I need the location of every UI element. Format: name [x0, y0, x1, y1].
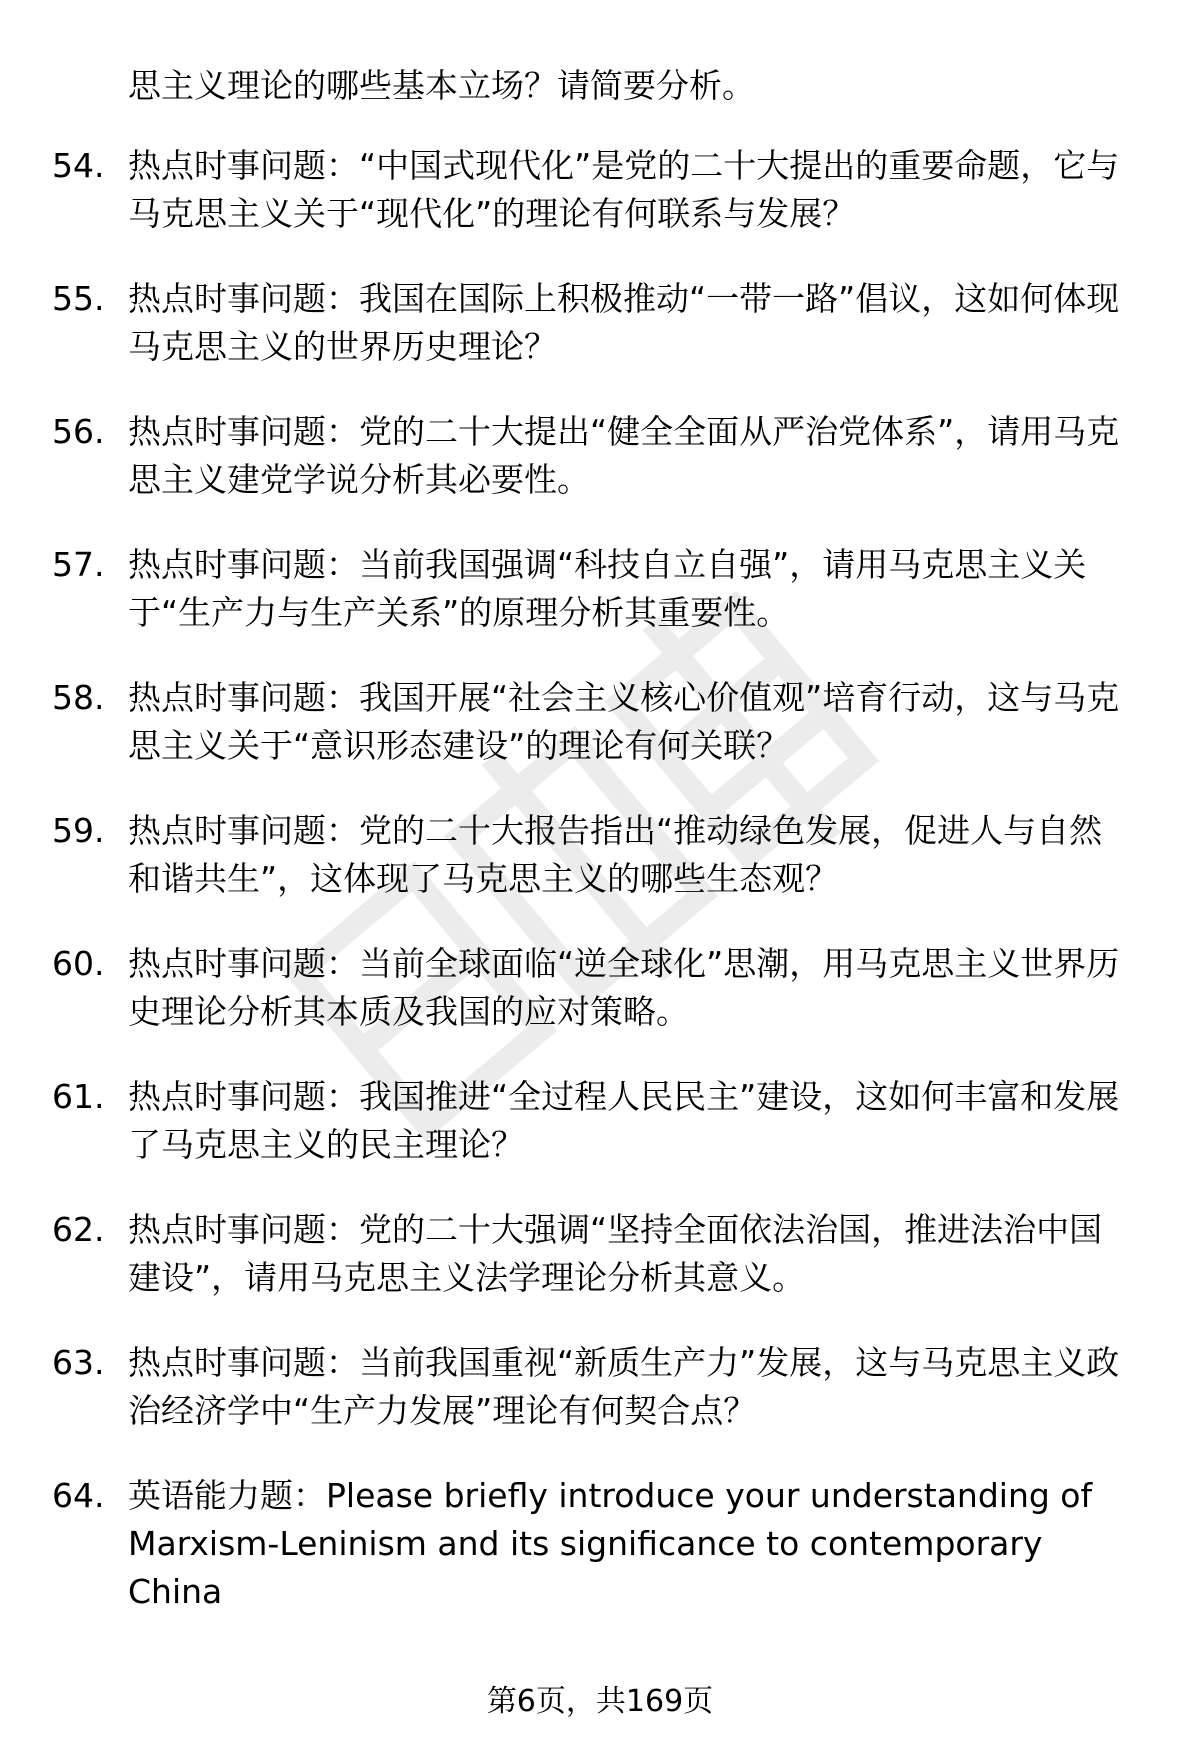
- page-number-footer: 第6页，共169页: [486, 1684, 714, 1719]
- question-number: 61.: [52, 1077, 105, 1116]
- question-number: 56.: [52, 412, 105, 451]
- question-text: 热点时事问题：我国推进“全过程人民民主”建设，这如何丰富和发展了马克思主义的民主理论？: [128, 1077, 1120, 1164]
- question-number: 55.: [52, 279, 105, 318]
- question-text: 热点时事问题：党的二十大提出“健全全面从严治党体系”，请用马克思主义建党学说分析其必要性。: [128, 412, 1120, 499]
- question-item: [52, 541, 1152, 637]
- question-item: [52, 1339, 1152, 1435]
- question-item: [52, 408, 1152, 504]
- question-item: [52, 1472, 1152, 1616]
- question-list: [52, 142, 1152, 1653]
- question-item: [52, 275, 1152, 371]
- question-text: 热点时事问题：当前我国强调“科技自立自强”，请用马克思主义关于“生产力与生产关系”的原理分析其重要性。: [128, 545, 1087, 632]
- question-text: 热点时事问题：“中国式现代化”是党的二十大提出的重要命题，它与马克思主义关于“现代化”的理论有何联系与发展？: [128, 146, 1120, 233]
- question-number: 64.: [52, 1476, 105, 1515]
- question-text: 热点时事问题：党的二十大强调“坚持全面依法治国，推进法治中国建设”，请用马克思主义法学理论分析其意义。: [128, 1210, 1103, 1297]
- question-number: 63.: [52, 1343, 105, 1382]
- question-item: [52, 807, 1152, 903]
- question-number: 54.: [52, 146, 105, 185]
- question-item: [52, 674, 1152, 770]
- question-item: [52, 940, 1152, 1036]
- question-text: 热点时事问题：当前我国重视“新质生产力”发展，这与马克思主义政治经济学中“生产力发展”理论有何契合点？: [128, 1343, 1120, 1430]
- question-number: 62.: [52, 1210, 105, 1249]
- question-text: 热点时事问题：党的二十大报告指出“推动绿色发展，促进人与自然和谐共生”，这体现了马克思主义的哪些生态观？: [128, 811, 1103, 898]
- question-text: 英语能力题：Please briefly introduce your understanding of Marxism-Leninism and its significance to contemporary China: [128, 1476, 1093, 1611]
- question-text: 热点时事问题：我国开展“社会主义核心价值观”培育行动，这与马克思主义关于“意识形态建设”的理论有何关联？: [128, 678, 1120, 765]
- question-number: 58.: [52, 678, 105, 717]
- question-item: [52, 1206, 1152, 1302]
- question-number: 59.: [52, 811, 105, 850]
- question-item: [52, 142, 1152, 238]
- question-number: 57.: [52, 545, 105, 584]
- question-text: 热点时事问题：我国在国际上积极推动“一带一路”倡议，这如何体现马克思主义的世界历史理论？: [128, 279, 1120, 366]
- question-number: 60.: [52, 944, 105, 983]
- question-item: [52, 1073, 1152, 1169]
- question-text: 热点时事问题：当前全球面临“逆全球化”思潮，用马克思主义世界历史理论分析其本质及我国的应对策略。: [128, 944, 1120, 1031]
- continued-question-text: 思主义理论的哪些基本立场？请简要分析。: [128, 66, 755, 105]
